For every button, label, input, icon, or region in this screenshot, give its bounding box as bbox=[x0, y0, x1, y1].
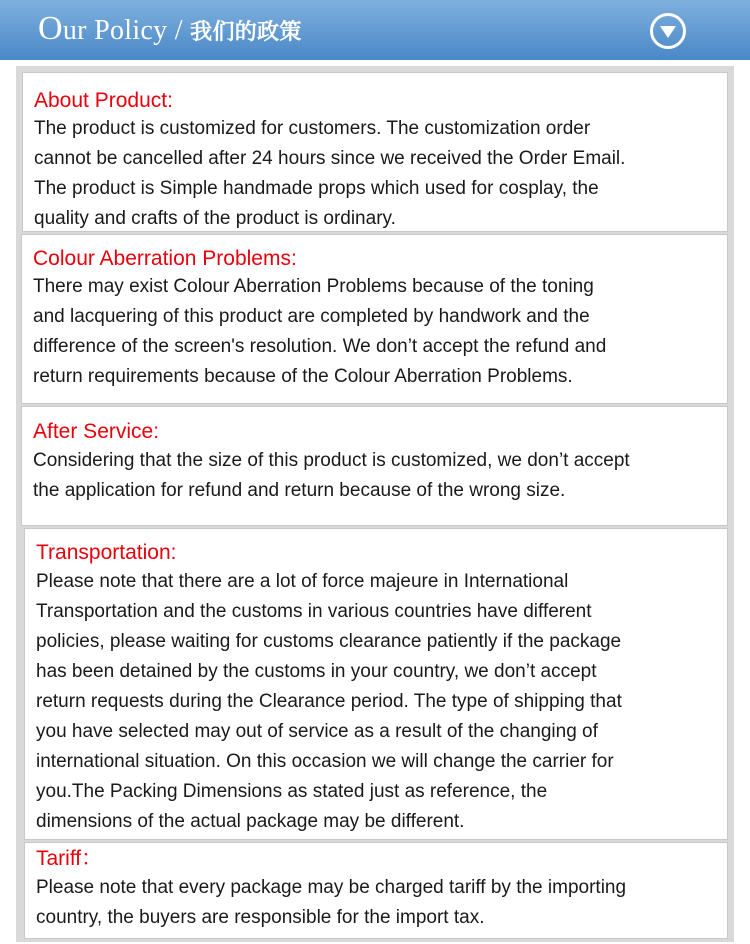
page-title: Our Policy / 我们的政策 bbox=[38, 10, 302, 47]
section-heading: Transportation: bbox=[36, 541, 177, 564]
section-colour-aberration bbox=[22, 235, 727, 403]
section-body: Please note that there are a lot of force majeure in International Transportation and the customs in various countries have different policies, please waiting for customs clearance patiently if the package has been detained by the customs in your country, we don’t accept return requests during the Clearance period. The type of shipping that you have selected may out of service as a result of the changing of international situation. On this occasion we will change the carrier for you.The Packing Dimensions as stated just as reference, the dimensions of the actual package may be different. bbox=[36, 571, 622, 832]
section-tariff bbox=[25, 843, 727, 938]
section-heading: Colour Aberration Problems: bbox=[33, 247, 297, 270]
section-heading: Tariff： bbox=[36, 847, 103, 870]
header-bar bbox=[0, 0, 750, 60]
section-after-service bbox=[22, 407, 727, 525]
section-body: The product is customized for customers. The customization order cannot be cancelled after 24 hours since we received the Order Email. The product is Simple handmade props which used for cosplay, the quality and crafts of the product is ordinary. bbox=[34, 118, 626, 229]
chevron-down-circle-icon[interactable] bbox=[650, 13, 686, 49]
section-heading: After Service: bbox=[33, 420, 160, 443]
section-body: Considering that the size of this product is customized, we don’t accept the application for refund and return because of the wrong size. bbox=[33, 450, 630, 501]
section-body: Please note that every package may be charged tariff by the importing country, the buyers are responsible for the import tax. bbox=[36, 877, 627, 928]
section-body: There may exist Colour Aberration Problems because of the toning and lacquering of this product are completed by handwork and the difference of the screen's resolution. We don’t accept the refund and return requirements because of the Colour Aberration Problems. bbox=[33, 276, 607, 387]
policy-frame bbox=[16, 66, 734, 942]
section-about-product bbox=[23, 73, 727, 231]
section-transportation bbox=[25, 529, 727, 839]
section-heading: About Product: bbox=[34, 89, 173, 112]
